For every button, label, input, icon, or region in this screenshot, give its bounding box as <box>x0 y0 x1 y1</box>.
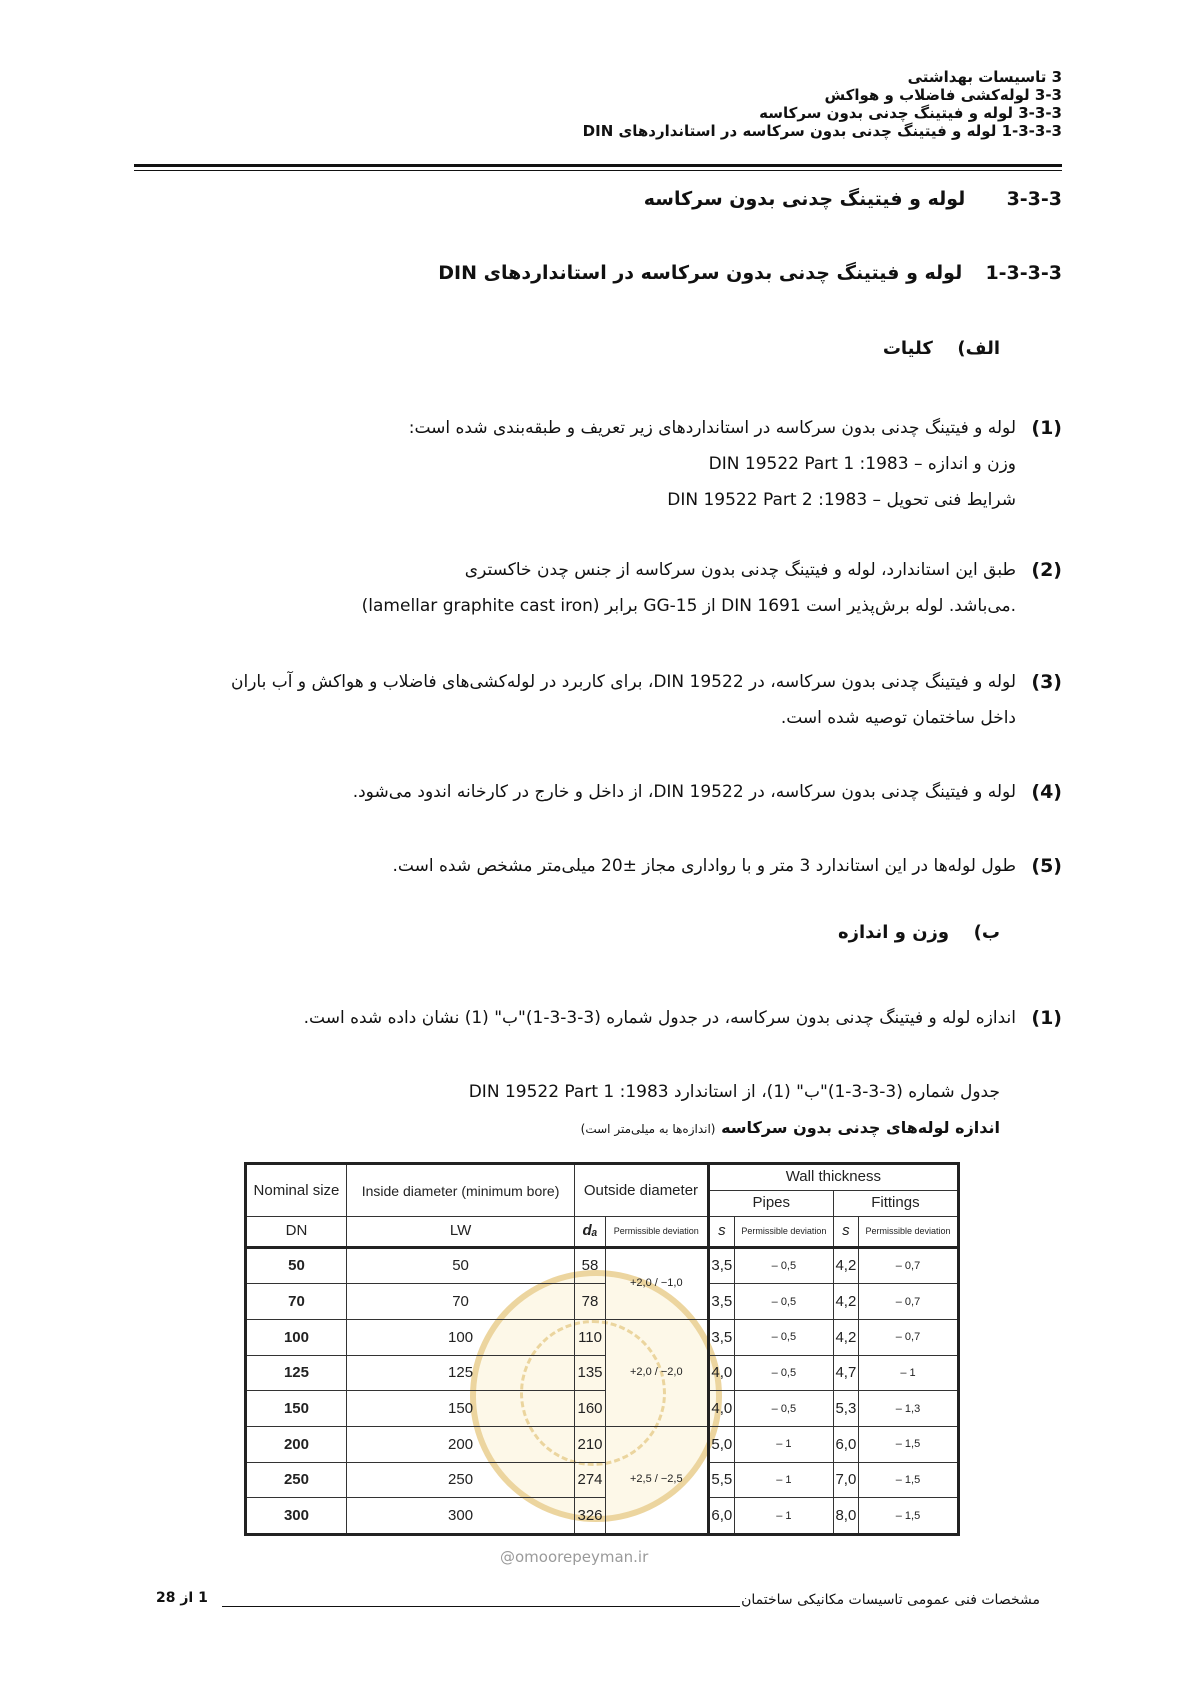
cell-fitting-deviation: – 0,7 <box>858 1284 958 1320</box>
cell-da: 78 <box>575 1284 606 1320</box>
cell-dn: 150 <box>246 1391 347 1427</box>
cell-fitting-deviation: – 0,7 <box>858 1319 958 1355</box>
cell-dn: 125 <box>246 1355 347 1391</box>
cell-pipe-s: 3,5 <box>708 1284 734 1320</box>
item-line: DIN 19522 Part 1 :1983 – وزن و اندازه <box>708 454 1016 474</box>
cell-pipe-deviation: – 1 <box>734 1462 833 1498</box>
header-line-2: 3-3 لوله‌کشی فاضلاب و هواکش <box>824 86 1062 104</box>
cell-dn: 70 <box>246 1284 347 1320</box>
cell-pipe-s: 6,0 <box>708 1498 734 1535</box>
cell-lw: 100 <box>346 1319 574 1355</box>
cell-da: 110 <box>575 1319 606 1355</box>
watermark-url: @omoorepeyman.ir <box>500 1548 649 1566</box>
table-title <box>200 1118 1000 1137</box>
section-heading <box>162 188 1062 210</box>
table-title-text: اندازه لوله‌های چدنی بدون سرکاسه <box>721 1118 1000 1137</box>
part-b-title: وزن و اندازه <box>837 922 950 943</box>
col-header-pipe-deviation: Permissible deviation <box>734 1217 833 1248</box>
list-item <box>112 552 1062 624</box>
item-line: طبق این استاندارد، لوله و فیتینگ چدنی بدون سرکاسه از جنس چدن خاکستری <box>464 560 1016 580</box>
cell-lw: 125 <box>346 1355 574 1391</box>
col-header-pipe-s: s <box>708 1217 734 1248</box>
list-item <box>112 1000 1062 1036</box>
table-title-note: (اندازه‌ها به میلی‌متر است) <box>580 1122 716 1136</box>
item-number: (5) <box>1031 855 1062 877</box>
cell-fitting-deviation: – 1,3 <box>858 1391 958 1427</box>
item-line: لوله و فیتینگ چدنی بدون سرکاسه، در DIN 19522، برای کاربرد در لوله‌کشی‌های فاضلاب و هواکش و آب باران <box>230 672 1016 692</box>
cell-da: 210 <box>575 1426 606 1462</box>
col-header-lw: LW <box>346 1217 574 1248</box>
cell-pipe-s: 3,5 <box>708 1319 734 1355</box>
item-line: (lamellar graphite cast iron) برابر GG-15 از DIN 1691 می‌باشد. لوله برش‌پذیر است. <box>361 596 1016 616</box>
part-b-heading <box>300 922 1000 943</box>
col-header-fitting-deviation: Permissible deviation <box>858 1217 958 1248</box>
col-header-fittings: Fittings <box>833 1190 958 1217</box>
cell-da: 274 <box>575 1462 606 1498</box>
part-a-label: الف) <box>957 338 1000 359</box>
cell-dn: 50 <box>246 1247 347 1284</box>
subsection-heading <box>162 262 1062 284</box>
table-row <box>246 1462 959 1498</box>
col-header-inside-diameter: Inside diameter (minimum bore) <box>346 1164 574 1217</box>
subsection-title: لوله و فیتینگ چدنی بدون سرکاسه در استانداردهای DIN <box>438 262 963 284</box>
part-b-label: ب) <box>973 922 1000 943</box>
cell-pipe-s: 5,0 <box>708 1426 734 1462</box>
section-number: 3-3-3 <box>1006 188 1062 210</box>
section-title: لوله و فیتینگ چدنی بدون سرکاسه <box>643 188 966 210</box>
table-row <box>246 1284 959 1320</box>
cell-lw: 250 <box>346 1462 574 1498</box>
table-row <box>246 1319 959 1355</box>
cell-fitting-s: 4,7 <box>833 1355 858 1391</box>
cell-pipe-s: 5,5 <box>708 1462 734 1498</box>
pipe-size-table <box>244 1162 960 1536</box>
table-row <box>246 1426 959 1462</box>
item-number: (1) <box>1031 1007 1062 1029</box>
cell-lw: 300 <box>346 1498 574 1535</box>
cell-pipe-s: 4,0 <box>708 1355 734 1391</box>
col-header-fitting-s: s <box>833 1217 858 1248</box>
footer-title: مشخصات فنی عمومی تاسیسات مکانیکی ساختمان <box>741 1592 1040 1608</box>
cell-fitting-s: 6,0 <box>833 1426 858 1462</box>
list-item <box>112 664 1062 736</box>
cell-fitting-s: 4,2 <box>833 1284 858 1320</box>
header-line-3: 3-3-3 لوله و فیتینگ چدنی بدون سرکاسه <box>759 104 1062 122</box>
footer-rule <box>222 1606 740 1607</box>
item-number: (1) <box>1031 417 1062 439</box>
cell-fitting-deviation: – 1,5 <box>858 1462 958 1498</box>
item-number: (2) <box>1031 559 1062 581</box>
cell-pipe-deviation: – 1 <box>734 1498 833 1535</box>
cell-da: 160 <box>575 1391 606 1427</box>
cell-od-tolerance: +2,0 / −2,0 <box>605 1319 708 1426</box>
col-header-pipes: Pipes <box>708 1190 833 1217</box>
cell-fitting-deviation: – 1,5 <box>858 1426 958 1462</box>
item-number: (4) <box>1031 781 1062 803</box>
cell-lw: 50 <box>346 1247 574 1284</box>
item-line: داخل ساختمان توصیه شده است. <box>780 708 1016 728</box>
table-row <box>246 1391 959 1427</box>
col-header-wall-thickness: Wall thickness <box>708 1164 958 1191</box>
cell-fitting-s: 8,0 <box>833 1498 858 1535</box>
cell-pipe-deviation: – 0,5 <box>734 1391 833 1427</box>
table-row <box>246 1247 959 1284</box>
subsection-number: 1-3-3-3 <box>985 262 1062 284</box>
col-header-nominal-size: Nominal size <box>246 1164 347 1217</box>
list-item <box>112 410 1062 518</box>
cell-fitting-s: 4,2 <box>833 1247 858 1284</box>
running-header <box>162 68 1062 140</box>
item-number: (3) <box>1031 671 1062 693</box>
header-rule-thick <box>134 164 1062 167</box>
cell-lw: 70 <box>346 1284 574 1320</box>
cell-dn: 100 <box>246 1319 347 1355</box>
list-item <box>112 774 1062 810</box>
cell-pipe-s: 3,5 <box>708 1247 734 1284</box>
cell-fitting-deviation: – 0,7 <box>858 1247 958 1284</box>
page-number: 1 از 28 <box>156 1590 208 1606</box>
cell-pipe-deviation: – 0,5 <box>734 1355 833 1391</box>
cell-dn: 250 <box>246 1462 347 1498</box>
cell-da: 326 <box>575 1498 606 1535</box>
table-row <box>246 1355 959 1391</box>
header-rule-thin <box>134 170 1062 171</box>
header-line-1: 3 تاسیسات بهداشتی <box>907 68 1062 86</box>
cell-lw: 200 <box>346 1426 574 1462</box>
item-line: DIN 19522 Part 2 :1983 – شرایط فنی تحویل <box>667 490 1016 510</box>
item-line: اندازه لوله و فیتینگ چدنی بدون سرکاسه، در جدول شماره (3-3-3-1)"ب" (1) نشان داده شده است. <box>303 1008 1016 1028</box>
item-line: لوله و فیتینگ چدنی بدون سرکاسه، در DIN 19522، از داخل و خارج در کارخانه اندود می‌شود. <box>352 782 1016 802</box>
cell-lw: 150 <box>346 1391 574 1427</box>
col-header-da: dₐ <box>575 1217 606 1248</box>
item-line: طول لوله‌ها در این استاندارد 3 متر و با رواداری مجاز ±20 میلی‌متر مشخص شده است. <box>392 856 1016 876</box>
table-row <box>246 1498 959 1535</box>
cell-pipe-deviation: – 1 <box>734 1426 833 1462</box>
cell-pipe-deviation: – 0,5 <box>734 1284 833 1320</box>
cell-pipe-deviation: – 0,5 <box>734 1247 833 1284</box>
cell-fitting-s: 7,0 <box>833 1462 858 1498</box>
part-a-title: کلیات <box>882 338 933 359</box>
cell-da: 58 <box>575 1247 606 1284</box>
table-caption: جدول شماره (3-3-3-1)"ب" (1)، از استاندارد DIN 19522 Part 1 :1983 <box>468 1082 1000 1102</box>
cell-dn: 200 <box>246 1426 347 1462</box>
cell-da: 135 <box>575 1355 606 1391</box>
cell-dn: 300 <box>246 1498 347 1535</box>
col-header-dn: DN <box>246 1217 347 1248</box>
item-line: لوله و فیتینگ چدنی بدون سرکاسه در استانداردهای زیر تعریف و طبقه‌بندی شده است: <box>408 418 1016 438</box>
header-line-4: 1-3-3-3 لوله و فیتینگ چدنی بدون سرکاسه در استانداردهای DIN <box>582 122 1062 140</box>
cell-fitting-s: 5,3 <box>833 1391 858 1427</box>
cell-fitting-deviation: – 1 <box>858 1355 958 1391</box>
list-item <box>112 848 1062 884</box>
cell-od-tolerance: +2,0 / −1,0 <box>605 1247 708 1319</box>
cell-pipe-s: 4,0 <box>708 1391 734 1427</box>
cell-fitting-s: 4,2 <box>833 1319 858 1355</box>
cell-fitting-deviation: – 1,5 <box>858 1498 958 1535</box>
part-a-heading <box>300 338 1000 359</box>
col-header-permissible-deviation: Permissible deviation <box>605 1217 708 1248</box>
col-header-outside-diameter: Outside diameter <box>575 1164 709 1217</box>
cell-od-tolerance: +2,5 / −2,5 <box>605 1426 708 1534</box>
cell-pipe-deviation: – 0,5 <box>734 1319 833 1355</box>
